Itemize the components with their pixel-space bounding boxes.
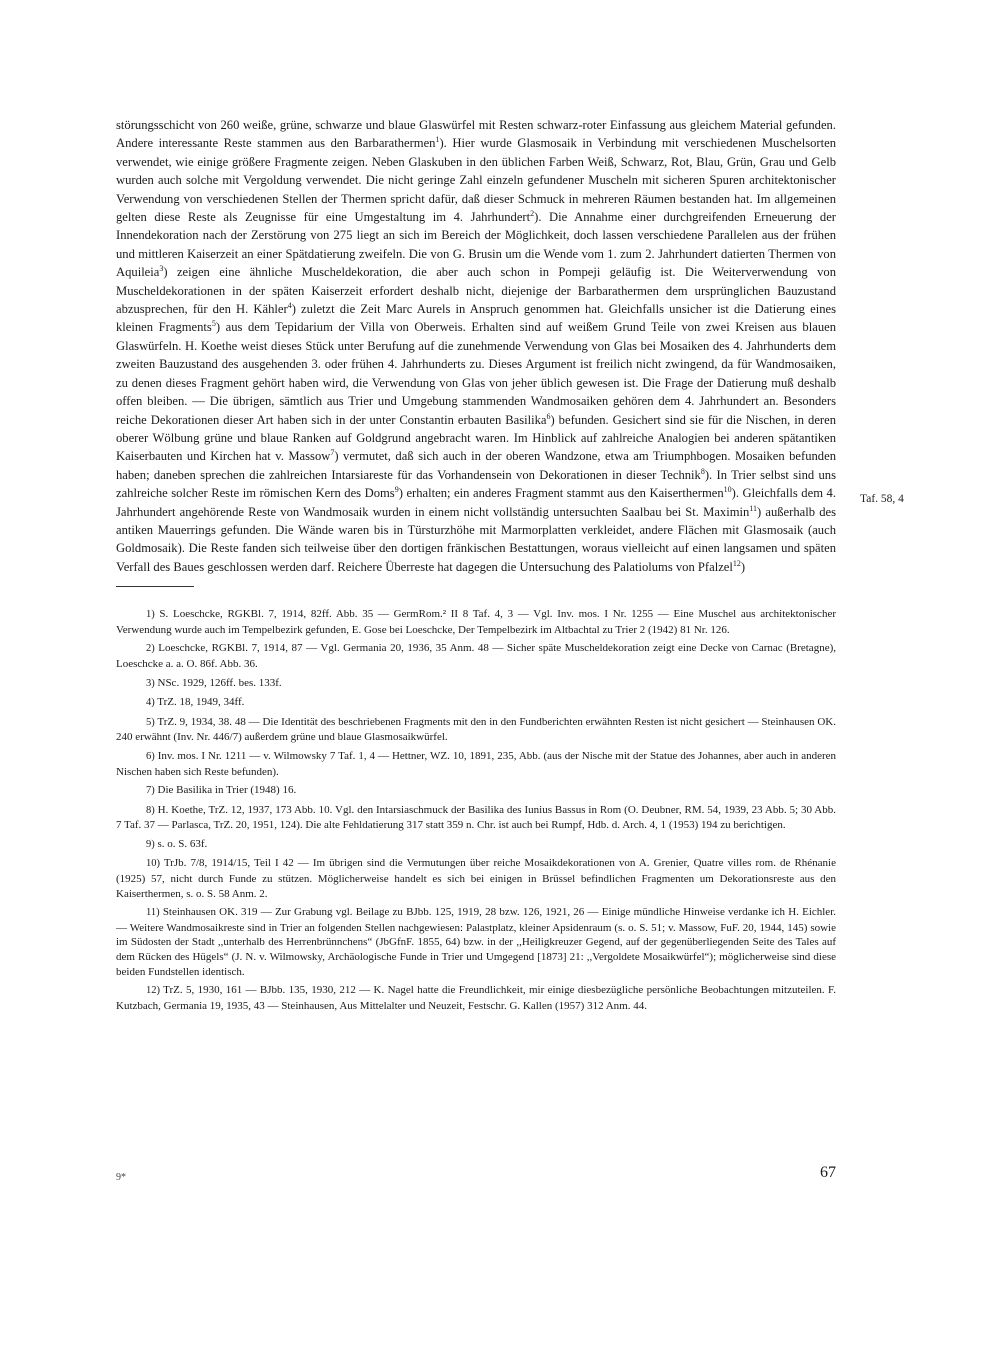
footnote bbox=[116, 715, 836, 745]
page-footer bbox=[116, 1164, 836, 1194]
footnote-text: H. Koethe, TrZ. 12, 1937, 173 Abb. 10. Vgl. den Intarsiaschmuck der Basilika des Iunius Bassus in Rom (O. Deubner, RM. 54, 1939, 23 Abb. 5; 30 Abb. 7 Taf. 37 — Parlasca, TrZ. 20, 1951, 124). Die alte Fehldatierung 317 statt 359 n. Chr. ist auch bei Rumpf, Hdb. d. Arch. 4, 1 (1953) 194 zu berichtigen. bbox=[116, 803, 836, 832]
footnote bbox=[116, 837, 836, 853]
footnote-number: 1) bbox=[146, 609, 155, 621]
footnote-marker: 6 bbox=[546, 411, 551, 421]
body-text-run: ) aus dem Tepidarium der Villa von Oberweis. Erhalten sind auf weißem Grund Teile von zwei Kreisen aus blauen Glaswürfeln. H. Koethe weist dieses Stück unter Berufung auf die zunehmende Verwendung von Glas bei Mosaiken des 4. Jahrhunderts dem zweiten Bauzustand des ausgehenden 3. oder frühen 4. Jahrhunderts zu. Dieses Argument ist freilich nicht zwingend, da für Wandmosaiken, zu denen dieses Fragment gehört haben wird, die Verwendung von Glas von jeher üblich gewesen ist. Die Frage der Datierung muß deshalb offen bleiben. — Die übrigen, sämtlich aus Trier und Umgebung stammenden Wandmosaiken gehören dem 4. Jahrhundert an. Besonders reiche Dekorationen dieser Art haben sich in der unter Constantin erbauten Basilika bbox=[116, 320, 836, 427]
footnote-text: TrZ. 5, 1930, 161 — BJbb. 135, 1930, 212 — K. Nagel hatte die Freundlichkeit, mir einige diesbezügliche persönliche Beobachtungen mitzuteilen. F. Kutzbach, Germania 19, 1935, 43 — Steinhausen, Aus Mittelalter und Neuzeit, Festschr. G. Kallen (1957) 312 Anm. 44. bbox=[116, 984, 836, 1012]
body-text-run: ) befunden. Gesichert sind sie für die Nischen, in deren oberer Wölbung grüne und blaue Ranken auf Goldgrund angebracht waren. Im Hinblick auf zahlreiche Analogien bei anderen spätantiken Kaiserbauten und Kirchen hat v. Massow bbox=[116, 412, 836, 464]
footnote-marker: 9 bbox=[394, 484, 399, 494]
body-text-run: störungsschicht von 260 weiße, grüne, schwarze und blaue Glaswürfel mit Resten schwarz-roter Einfassung aus gleichem Material gefunden. Andere interessante Reste stammen aus den Barbarathermen bbox=[116, 118, 836, 151]
body-text-run: ) zuletzt die Zeit Marc Aurels in Anspruch genommen hat. Gleichfalls unsicher ist die Datierung eines kleinen Fragments bbox=[116, 302, 836, 335]
footnote-marker: 4 bbox=[287, 300, 292, 310]
body-paragraph bbox=[116, 116, 836, 576]
footnote-number: 10) bbox=[146, 858, 160, 870]
body-text-run: ). Gleichfalls dem 4. Jahrhundert angehörende Reste von Wandmosaik wurden in einem nicht vollständig untersuchten Saalbau bei St. Maximin bbox=[116, 486, 836, 519]
footnote-separator bbox=[116, 586, 194, 587]
footnote-text: Die Basilika in Trier (1948) 16. bbox=[154, 784, 297, 797]
footnote bbox=[116, 856, 836, 901]
footnote-text: NSc. 1929, 126ff. bes. 133f. bbox=[154, 676, 282, 689]
footnote-number: 8) bbox=[146, 804, 155, 816]
footnote bbox=[116, 695, 836, 711]
footnote-number: 3) bbox=[146, 677, 155, 689]
footnote bbox=[116, 803, 836, 833]
footnote-number: 7) bbox=[146, 785, 155, 797]
body-text-run: ) bbox=[740, 559, 746, 574]
body-text-run: ). Hier wurde Glasmosaik in Verbindung mit verschiedenen Muschelsorten verwendet, wie einige größere Fragmente zeigen. Neben Glaskuben in den üblichen Farben Weiß, Schwarz, Rot, Blau, Grün, Grau und Gelb wurden auch solche mit Vergoldung verwendet. Die nicht geringe Zahl einzeln gefundener Muscheln mit sicheren Spuren architektonischer Verwendung von verschiedenen Stellen der Thermen spricht dafür, daß dieser Schmuck in mehreren Räumen bestanden hat. Im allgemeinen gelten diese Reste als Zeugnisse für eine Umgestaltung im 4. Jahrhundert bbox=[116, 136, 836, 225]
footnote bbox=[116, 983, 836, 1013]
footnote-marker: 2 bbox=[530, 208, 535, 218]
footnote bbox=[116, 676, 836, 692]
footnote-text: TrZ. 18, 1949, 34ff. bbox=[154, 696, 245, 709]
footnote bbox=[116, 607, 836, 637]
footnotes bbox=[116, 607, 836, 1013]
page-number: 67 bbox=[820, 1164, 836, 1181]
signature-mark: 9* bbox=[116, 1172, 126, 1183]
footnote-text: TrJb. 7/8, 1914/15, Teil I 42 — Im übrigen sind die Vermutungen über reiche Mosaikdekorationen von A. Grenier, Quatre villes rom. de Rhénanie (1925) 57, nicht durch Funde zu stützen. Möglicherweise handelt es sich bei einigen in Brüssel befindlichen Fragmenten um Dekorationsreste aus den Kaiserthermen, s. o. S. 58 Anm. 2. bbox=[116, 857, 836, 900]
body-text-run: ). Die Annahme einer durchgreifenden Erneuerung der Innendekoration nach der Zerstörung von 275 liegt an sich im Bereich der Möglichkeit, doch lassen verschiedene Parallelen aus der frühen und mittleren Kaiserzeit an einer Spätdatierung zweifeln. Die von G. Brusin um die Wende vom 1. zum 2. Jahrhundert datierten Thermen von Aquileia bbox=[116, 210, 836, 280]
footnote-number: 4) bbox=[146, 697, 155, 709]
margin-note-plate-reference: Taf. 58, 4 bbox=[860, 493, 904, 505]
footnote-text: Steinhausen OK. 319 — Zur Grabung vgl. Beilage zu BJbb. 125, 1919, 28 bzw. 126, 1921, 26 — Einige mündliche Hinweise verdanke ich H. Eichler. — Weitere Wandmosaikreste sind in Trier an folgenden Stellen nachgewiesen: Palastplatz, kleiner Apsidenraum (s. o. S. 51; v. Massow, FuF. 20, 1944, 145) sowie im Südosten der Stadt ,,unterhalb des Herrenbrünnchens“ (JbGfnF. 1855, 64) bzw. in der ,,Heiligkreuzer Gegend, auf der gegenüberliegenden Seite des Tales auf dem Rücken des Hügels“ (J. N. v. Wilmowsky, Archäologische Funde in Trier und Umgegend [1873] 21: ,,Vergoldete Mosaikwürfel“); möglicherweise sind diese beiden Fundstellen identisch. bbox=[116, 906, 836, 978]
footnote-number: 2) bbox=[146, 643, 155, 655]
footnote-marker: 12 bbox=[732, 558, 741, 568]
footnote-number: 5) bbox=[146, 716, 155, 728]
body-text-run: ) vermutet, daß sich auch in der oberen Wandzone, etwa am Triumphbogen. Mosaiken befunden haben; daneben sprechen die zahlreichen Intarsiareste für das Vorhandensein von Dekorationen in dieser Technik bbox=[116, 449, 836, 482]
footnote-text: TrZ. 9, 1934, 38. 48 — Die Identität des beschriebenen Fragments mit den in den Fundberichten erwähnten Resten ist nicht gesichert — Steinhausen OK. 240 erwähnt (Inv. Nr. 446/7) außerdem grüne und blaue Glasmosaikwürfel. bbox=[116, 715, 836, 744]
footnote-marker: 5 bbox=[211, 319, 216, 329]
footnote-marker: 3 bbox=[159, 264, 164, 274]
footnote-number: 12) bbox=[146, 985, 160, 997]
footnote-marker: 1 bbox=[435, 135, 440, 145]
footnote bbox=[116, 641, 836, 671]
footnote-text: s. o. S. 63f. bbox=[154, 837, 208, 850]
footnote-marker: 8 bbox=[700, 466, 705, 476]
footnote-number: 11) bbox=[146, 907, 160, 919]
footnote bbox=[116, 749, 836, 779]
footnote-number: 9) bbox=[146, 838, 155, 850]
body-text-run: ) erhalten; ein anderes Fragment stammt aus den Kaiserthermen bbox=[398, 486, 724, 501]
footnote-marker: 10 bbox=[723, 484, 732, 494]
footnote-marker: 7 bbox=[330, 448, 335, 458]
footnote bbox=[116, 905, 836, 979]
footnote-text: Inv. mos. I Nr. 1211 — v. Wilmowsky 7 Taf. 1, 4 — Hettner, WZ. 10, 1891, 235, Abb. (aus der Nische mit der Statue des Johannes, aber auch in anderen Nischen haben sich Reste befunden). bbox=[116, 749, 836, 778]
body-text-run: ). In Trier selbst sind uns zahlreiche solcher Reste im römischen Kern des Doms bbox=[116, 467, 836, 501]
footnote bbox=[116, 783, 836, 799]
footnote-text: Loeschcke, RGKBl. 7, 1914, 87 — Vgl. Germania 20, 1936, 35 Anm. 48 — Sicher späte Muscheldekoration zeigt eine Decke von Carnac (Bretagne), Loeschcke a. a. O. 86f. Abb. 36. bbox=[116, 642, 836, 670]
body-text-run: ) außerhalb des antiken Mauerrings gefunden. Die Wände waren bis in Türsturzhöhe mit Marmorplatten verkleidet, andere Flächen mit Glasmosaik (auch Goldmosaik). Die Reste fanden sich teilweise über den dortigen fränkischen Bestattungen, woraus vielleicht auf einen langsamen und späten Verfall des Baues geschlossen werden darf. Reichere Überreste hat dagegen die Untersuchung des Palatiolums von Pfalzel bbox=[116, 504, 836, 574]
footnote-text: S. Loeschcke, RGKBl. 7, 1914, 82ff. Abb. 35 — GermRom.² II 8 Taf. 4, 3 — Vgl. Inv. mos. I Nr. 1255 — Eine Muschel aus architektonischer Verwendung wurde auch im Tempelbezirk gefunden, E. Gose bei Loeschcke, Der Tempelbezirk im Altbachtal zu Trier 2 (1942) 81 Nr. 126. bbox=[116, 608, 836, 636]
body-text-run: ) zeigen eine ähnliche Muscheldekoration, die aber auch schon in Pompeji geläufig ist. Die Weiterverwendung von Muscheldekorationen in der späten Kaiserzeit erfordert deshalb nicht, diejenige der Barbarathermen dem ursprünglichen Bauzustand abzusprechen, für den H. Kähler bbox=[116, 265, 836, 317]
page-content bbox=[116, 116, 836, 1017]
footnote-number: 6) bbox=[146, 750, 155, 762]
footnote-marker: 11 bbox=[749, 503, 757, 513]
